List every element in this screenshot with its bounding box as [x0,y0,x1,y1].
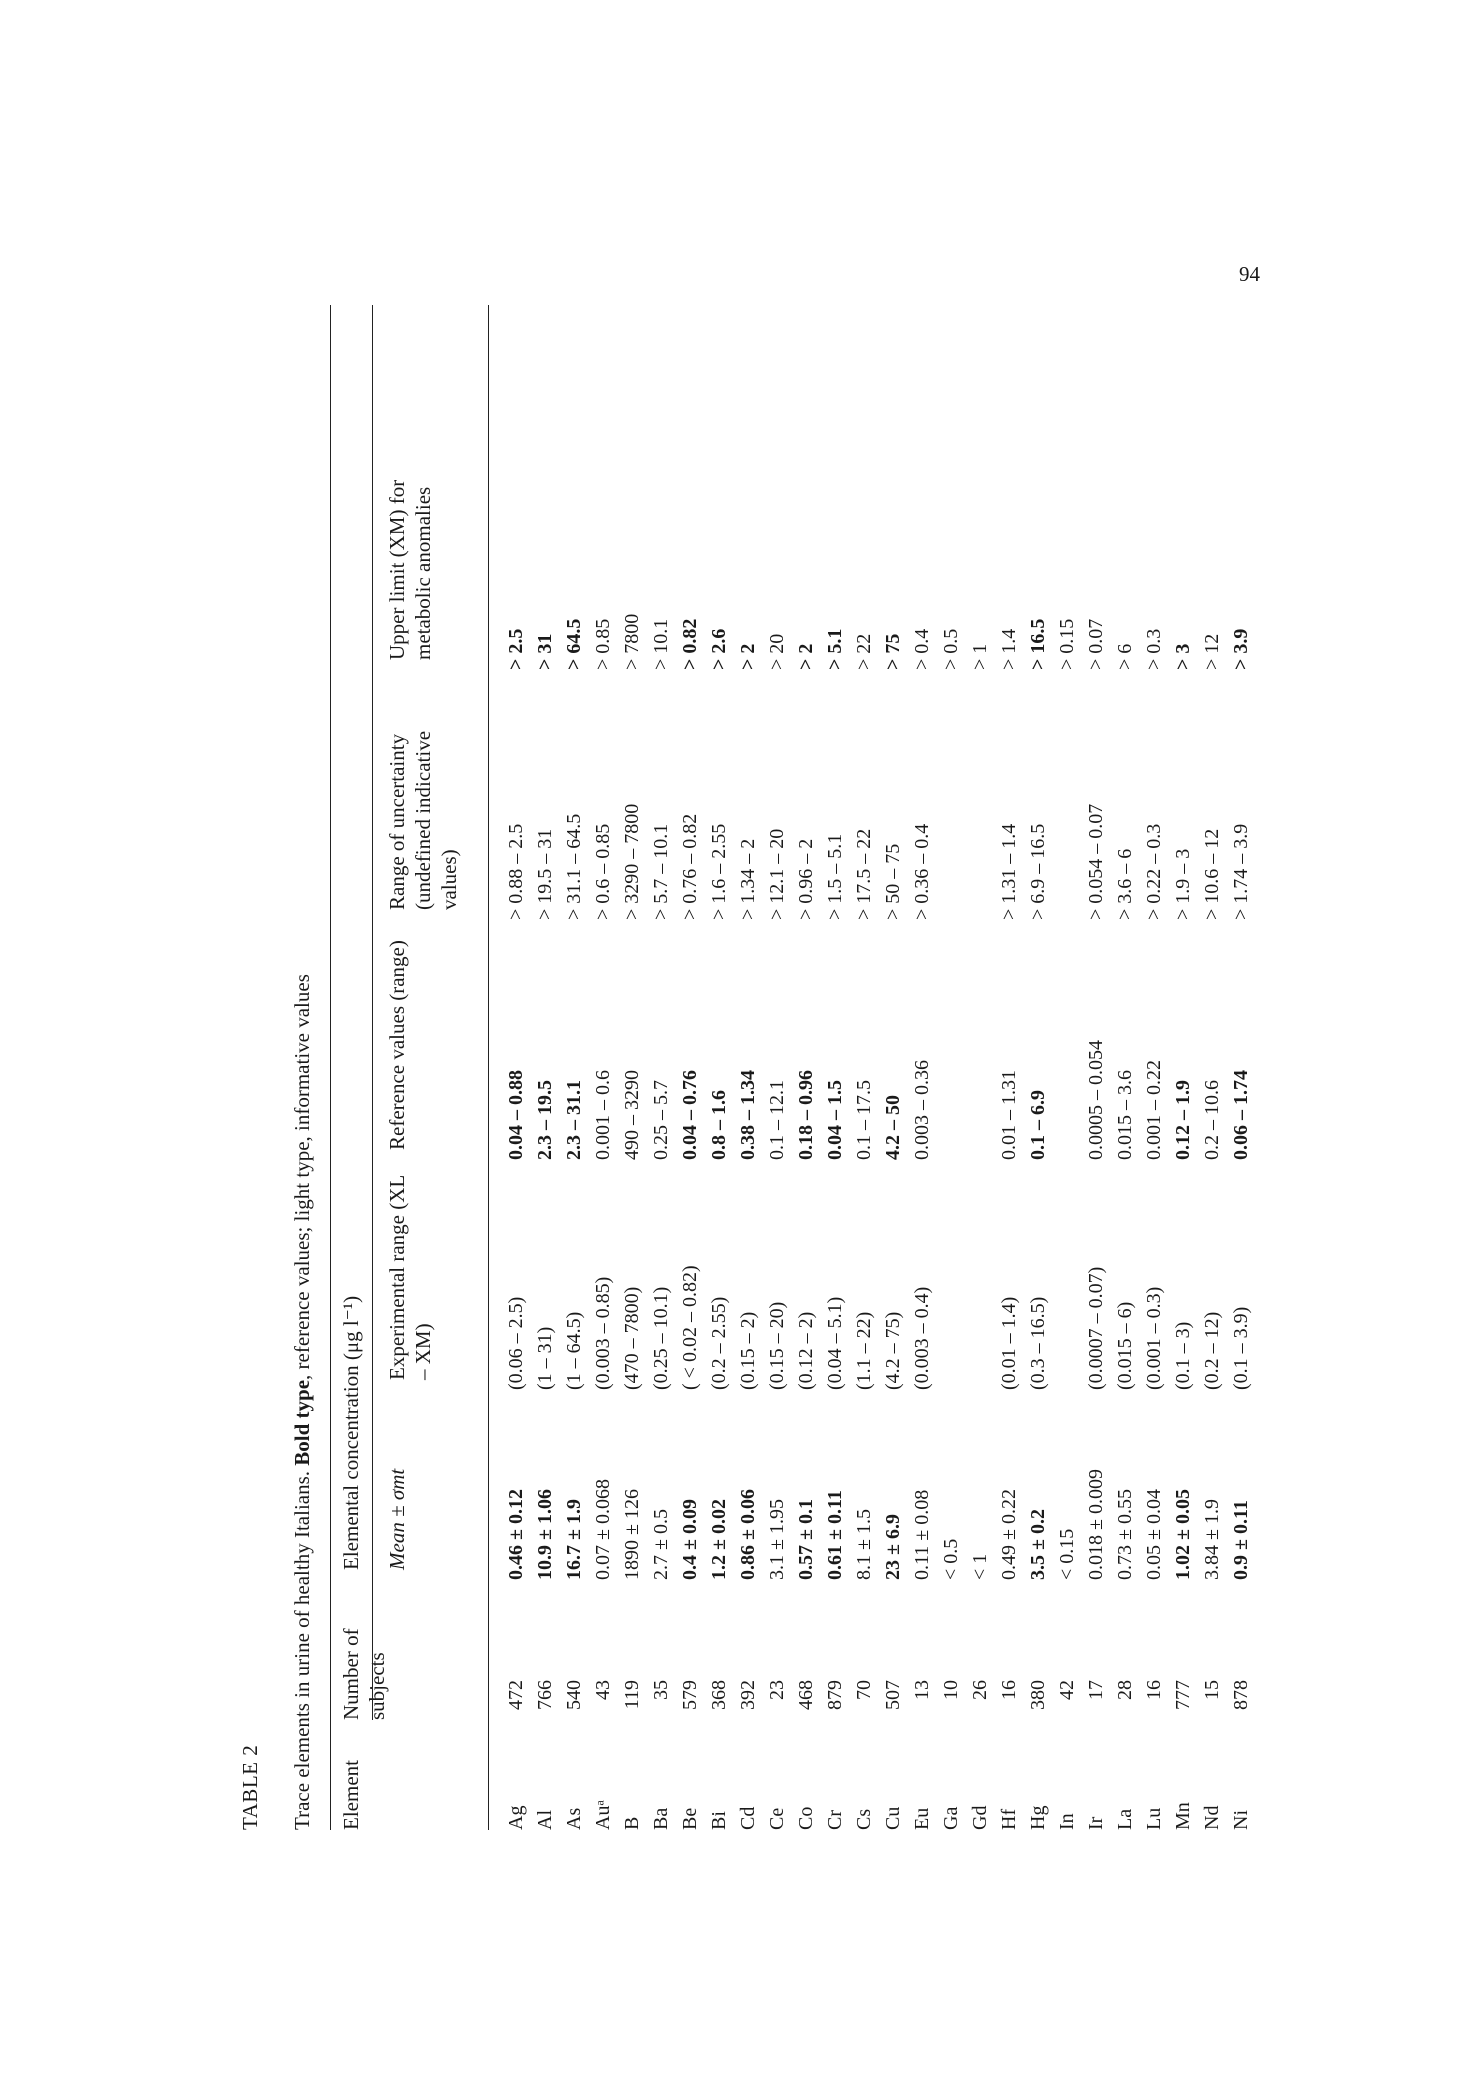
caption-text-b: , reference values; light type, informative values [290,974,314,1380]
experimental-range-cell: (0.2 – 12) [1201,1311,1223,1390]
upper-limit-cell: > 12 [1201,633,1223,670]
header-experimental: Experimental range (XL – XM) [385,1175,435,1380]
subjects-cell: 13 [911,1680,933,1700]
table-row [1198,305,1227,1830]
table-row [676,305,705,1830]
subjects-cell: 35 [650,1680,672,1700]
spacer-cell [618,1580,647,1680]
mean-cell: 0.018 ± 0.009 [1085,1469,1107,1580]
experimental-range-cell: (0.15 – 2) [737,1311,759,1390]
upper-limit-cell: > 2.5 [505,628,527,670]
spacer-cell [1082,1580,1111,1680]
table-caption [290,974,315,1830]
mean-cell: 0.9 ± 0.11 [1230,1500,1252,1580]
rotated-table-block [238,305,1252,1830]
table-row [763,305,792,1830]
reference-cell: 0.001 – 0.22 [1143,1060,1165,1160]
upper-limit-cell: > 5.1 [824,628,846,670]
experimental-range-cell [966,1160,995,1390]
table-row [560,305,589,1830]
subjects-cell: 15 [1201,1680,1223,1700]
table-row [1024,305,1053,1830]
uncertainty-cell: > 1.6 – 2.55 [708,823,730,920]
upper-limit-cell: > 22 [853,633,875,670]
reference-cell: 0.04 – 0.88 [505,1070,527,1160]
spacer-cell [531,1580,560,1680]
table-row [1140,305,1169,1830]
reference-cell: 0.001 – 0.6 [592,1070,614,1160]
table-row [995,305,1024,1830]
upper-limit-cell: > 2 [795,643,817,670]
subjects-cell: 16 [998,1680,1020,1700]
mean-cell: 23 ± 6.9 [882,1514,904,1580]
uncertainty-cell: > 1.74 – 3.9 [1230,823,1252,920]
experimental-range-cell: (0.04 – 5.1) [824,1296,846,1390]
page-number: 94 [1239,262,1260,286]
subjects-cell: 392 [737,1680,759,1710]
experimental-range-cell: (0.12 – 2) [795,1311,817,1390]
element-cell: Cr [824,1810,846,1830]
uncertainty-cell: > 3.6 – 6 [1114,848,1136,920]
subjects-cell: 119 [621,1680,643,1710]
upper-limit-cell: > 1 [969,643,991,670]
uncertainty-cell: > 12.1 – 20 [766,828,788,920]
mean-cell: 0.07 ± 0.068 [592,1479,614,1580]
uncertainty-cell: > 3290 – 7800 [621,803,643,920]
element-cell: Bi [708,1811,730,1830]
spacer-cell [966,1580,995,1680]
element-cell: Al [534,1810,556,1830]
header-upper: Upper limit (XM) for metabolic anomalies [385,479,435,660]
uncertainty-cell: > 50 – 75 [882,843,904,920]
experimental-range-cell [937,1160,966,1390]
reference-cell: 0.1 – 17.5 [853,1080,875,1160]
reference-cell [966,920,995,1160]
element-cell: Nd [1201,1805,1223,1830]
table-row [850,305,879,1830]
spacer-cell [1198,1580,1227,1680]
uncertainty-cell: > 0.36 – 0.4 [911,823,933,920]
upper-limit-cell: > 16.5 [1027,618,1049,670]
subjects-cell: 28 [1114,1680,1136,1700]
table-label: TABLE 2 [238,1744,262,1830]
experimental-range-cell: (0.1 – 3.9) [1230,1306,1252,1390]
header-mean: Mean ± σmt [385,1468,409,1570]
reference-cell: 490 – 3290 [621,1070,643,1160]
spacer-cell [1053,1580,1082,1680]
experimental-range-cell: (4.2 – 75) [882,1311,904,1390]
uncertainty-cell: > 19.5 – 31 [534,828,556,920]
element-cell: Hf [998,1808,1020,1830]
table-row [821,305,850,1830]
experimental-range-cell [1053,1160,1082,1390]
element-cell: Ga [940,1806,962,1830]
mean-cell: 3.1 ± 1.95 [766,1499,788,1580]
table-row [531,305,560,1830]
subjects-cell: 26 [969,1680,991,1700]
element-cell: Auᵃ [592,1800,614,1830]
element-cell: B [621,1816,643,1830]
element-cell: Ba [650,1807,672,1830]
element-cell: Eu [911,1807,933,1830]
experimental-range-cell: (1.1 – 22) [853,1311,875,1390]
table-row [734,305,763,1830]
subjects-cell: 23 [766,1680,788,1700]
mean-cell: < 0.5 [940,1538,962,1580]
reference-cell: 0.12 – 1.9 [1172,1080,1194,1160]
subjects-cell: 468 [795,1680,817,1710]
spacer-cell [821,1580,850,1680]
reference-cell: 0.04 – 1.5 [824,1080,846,1160]
table-row [792,305,821,1830]
experimental-range-cell: (0.1 – 3) [1172,1321,1194,1390]
experimental-range-cell: (0.01 – 1.4) [998,1296,1020,1390]
spacer-cell [1227,1580,1256,1680]
element-cell: Ni [1230,1810,1252,1830]
mean-cell: < 0.15 [1056,1528,1078,1580]
header-reference: Reference values (range) [385,940,409,1150]
header-subjects: Number of subjects [339,1628,389,1720]
mean-cell: 0.61 ± 0.11 [824,1490,846,1580]
mean-cell: 0.11 ± 0.08 [911,1489,933,1580]
spacer-cell [763,1580,792,1680]
top-rule [330,305,331,1830]
uncertainty-cell: > 1.34 – 2 [737,838,759,920]
table-row [1111,305,1140,1830]
uncertainty-cell: > 31.1 – 64.5 [563,813,585,920]
upper-limit-cell: > 7800 [621,613,643,670]
table-row [705,305,734,1830]
subjects-cell: 42 [1056,1680,1078,1700]
uncertainty-cell: > 0.054 – 0.07 [1085,803,1107,920]
upper-limit-cell: > 2 [737,643,759,670]
element-cell: As [563,1807,585,1830]
uncertainty-cell [1053,670,1082,920]
reference-cell: 0.003 – 0.36 [911,1060,933,1160]
subjects-cell: 540 [563,1680,585,1710]
reference-cell: 0.8 – 1.6 [708,1090,730,1160]
subjects-cell: 507 [882,1680,904,1710]
reference-cell: 0.25 – 5.7 [650,1080,672,1160]
uncertainty-cell [937,670,966,920]
table-row [937,305,966,1830]
table-row [589,305,618,1830]
reference-cell: 0.0005 – 0.054 [1085,1040,1107,1160]
table-row [1227,305,1256,1830]
mean-cell: 10.9 ± 1.06 [534,1489,556,1580]
reference-cell: 0.015 – 3.6 [1114,1070,1136,1160]
mean-cell: 0.57 ± 0.1 [795,1499,817,1580]
subjects-cell: 879 [824,1680,846,1710]
element-cell: Gd [969,1805,991,1830]
upper-limit-cell: > 10.1 [650,618,672,670]
spacer-cell [1024,1580,1053,1680]
upper-limit-cell: > 0.15 [1056,618,1078,670]
experimental-range-cell: (0.15 – 20) [766,1301,788,1390]
mean-cell: 16.7 ± 1.9 [563,1499,585,1580]
subjects-cell: 472 [505,1680,527,1710]
upper-limit-cell: > 0.85 [592,618,614,670]
mean-cell: 1.02 ± 0.05 [1172,1489,1194,1580]
element-cell: Cs [853,1808,875,1830]
reference-cell: 0.18 – 0.96 [795,1070,817,1160]
mean-cell: 3.84 ± 1.9 [1201,1499,1223,1580]
mean-cell: 0.49 ± 0.22 [998,1489,1020,1580]
experimental-range-cell: (0.0007 – 0.07) [1085,1266,1107,1390]
uncertainty-cell: > 1.9 – 3 [1172,848,1194,920]
experimental-range-cell: (0.06 – 2.5) [505,1296,527,1390]
spacer-cell [1111,1580,1140,1680]
subjects-cell: 17 [1085,1680,1107,1700]
spacer-cell [560,1580,589,1680]
element-cell: La [1114,1808,1136,1830]
experimental-range-cell: (1 – 64.5) [563,1311,585,1390]
element-cell: Co [795,1806,817,1830]
subjects-cell: 777 [1172,1680,1194,1710]
spacer-cell [734,1580,763,1680]
uncertainty-cell: > 0.96 – 2 [795,838,817,920]
upper-limit-cell: > 64.5 [563,618,585,670]
reference-cell: 2.3 – 19.5 [534,1080,556,1160]
table-row [908,305,937,1830]
subjects-cell: 579 [679,1680,701,1710]
upper-limit-cell: > 75 [882,633,904,670]
spacer-cell [589,1580,618,1680]
reference-cell: 0.04 – 0.76 [679,1070,701,1160]
spacer-cell [879,1580,908,1680]
table-row [1082,305,1111,1830]
table-body [502,305,1256,1830]
experimental-range-cell: (0.3 – 16.5) [1027,1296,1049,1390]
subjects-cell: 380 [1027,1680,1049,1710]
uncertainty-cell: > 0.76 – 0.82 [679,813,701,920]
mean-cell: 8.1 ± 1.5 [853,1509,875,1580]
element-cell: Lu [1143,1807,1165,1830]
table-row [647,305,676,1830]
data-table [502,305,1256,1830]
mean-cell: 1890 ± 126 [621,1489,643,1580]
subjects-cell: 70 [853,1680,875,1700]
uncertainty-cell: > 1.31 – 1.4 [998,823,1020,920]
upper-limit-cell: > 2.6 [708,628,730,670]
subjects-cell: 878 [1230,1680,1252,1710]
spacer-cell [705,1580,734,1680]
mean-cell: 3.5 ± 0.2 [1027,1509,1049,1580]
caption-bold-text: Bold type [290,1379,314,1466]
spacer-cell [995,1580,1024,1680]
upper-limit-cell: > 3.9 [1230,628,1252,670]
reference-cell [1053,920,1082,1160]
uncertainty-cell: > 0.22 – 0.3 [1143,823,1165,920]
reference-cell: 0.38 – 1.34 [737,1070,759,1160]
table-row [502,305,531,1830]
reference-cell: 4.2 – 50 [882,1095,904,1160]
subjects-cell: 43 [592,1680,614,1700]
experimental-range-cell: (0.015 – 6) [1114,1301,1136,1390]
mean-cell: 0.46 ± 0.12 [505,1489,527,1580]
upper-limit-cell: > 0.5 [940,628,962,670]
upper-limit-cell: > 31 [534,633,556,670]
spacer-cell [937,1580,966,1680]
uncertainty-cell: > 6.9 – 16.5 [1027,823,1049,920]
subjects-cell: 10 [940,1680,962,1700]
upper-limit-cell: > 20 [766,633,788,670]
element-cell: Cd [737,1806,759,1830]
spacer-cell [676,1580,705,1680]
mean-cell: 0.05 ± 0.04 [1143,1489,1165,1580]
subjects-cell: 766 [534,1680,556,1710]
header-uncertainty: Range of uncertainty (undefined indicative values) [385,730,461,910]
experimental-range-cell: (470 – 7800) [621,1286,643,1390]
mean-cell: 1.2 ± 0.02 [708,1499,730,1580]
experimental-range-cell: ( < 0.02 – 0.82) [679,1265,701,1390]
subjects-cell: 368 [708,1680,730,1710]
header-rule [488,305,489,1830]
uncertainty-cell: > 10.6 – 12 [1201,828,1223,920]
spacer-cell [1169,1580,1198,1680]
spacer-cell [647,1580,676,1680]
spacer-cell [792,1580,821,1680]
uncertainty-cell: > 1.5 – 5.1 [824,833,846,920]
upper-limit-cell: > 3 [1172,643,1194,670]
mean-cell: 2.7 ± 0.5 [650,1509,672,1580]
table-row [1053,305,1082,1830]
uncertainty-cell [966,670,995,920]
table-row [618,305,647,1830]
element-cell: In [1056,1813,1078,1830]
reference-cell: 2.3 – 31.1 [563,1080,585,1160]
upper-limit-cell: > 1.4 [998,628,1020,670]
experimental-range-cell: (0.003 – 0.4) [911,1286,933,1390]
element-cell: Mn [1172,1802,1194,1830]
uncertainty-cell: > 5.7 – 10.1 [650,823,672,920]
table-row [966,305,995,1830]
group-rule [372,305,373,1720]
upper-limit-cell: > 0.82 [679,618,701,670]
upper-limit-cell: > 0.4 [911,628,933,670]
mean-cell: 0.4 ± 0.09 [679,1499,701,1580]
reference-cell [937,920,966,1160]
spacer-cell [502,1580,531,1680]
reference-cell: 0.06 – 1.74 [1230,1070,1252,1160]
reference-cell: 0.01 – 1.31 [998,1070,1020,1160]
table-row [1169,305,1198,1830]
upper-limit-cell: > 6 [1114,643,1136,670]
element-cell: Ir [1085,1816,1107,1830]
upper-limit-cell: > 0.07 [1085,618,1107,670]
mean-cell: < 1 [969,1553,991,1580]
header-group: Elemental concentration (μg l⁻¹) [339,1295,363,1570]
element-cell: Be [679,1807,701,1830]
spacer-cell [1140,1580,1169,1680]
header-element: Element [339,1760,363,1830]
element-cell: Cu [882,1806,904,1830]
spacer-cell [908,1580,937,1680]
upper-limit-cell: > 0.3 [1143,628,1165,670]
experimental-range-cell: (0.25 – 10.1) [650,1286,672,1390]
reference-cell: 0.2 – 10.6 [1201,1080,1223,1160]
uncertainty-cell: > 0.6 – 0.85 [592,823,614,920]
reference-cell: 0.1 – 6.9 [1027,1090,1049,1160]
mean-cell: 0.86 ± 0.06 [737,1489,759,1580]
mean-cell: 0.73 ± 0.55 [1114,1489,1136,1580]
experimental-range-cell: (0.003 – 0.85) [592,1276,614,1390]
reference-cell: 0.1 – 12.1 [766,1080,788,1160]
table-row [879,305,908,1830]
experimental-range-cell: (0.2 – 2.55) [708,1296,730,1390]
caption-text-a: Trace elements in urine of healthy Italians. [290,1465,314,1830]
uncertainty-cell: > 17.5 – 22 [853,828,875,920]
spacer-cell [850,1580,879,1680]
element-cell: Ce [766,1807,788,1830]
experimental-range-cell: (1 – 31) [534,1326,556,1390]
subjects-cell: 16 [1143,1680,1165,1700]
element-cell: Ag [505,1805,527,1830]
uncertainty-cell: > 0.88 – 2.5 [505,823,527,920]
experimental-range-cell: (0.001 – 0.3) [1143,1286,1165,1390]
element-cell: Hg [1027,1805,1049,1830]
